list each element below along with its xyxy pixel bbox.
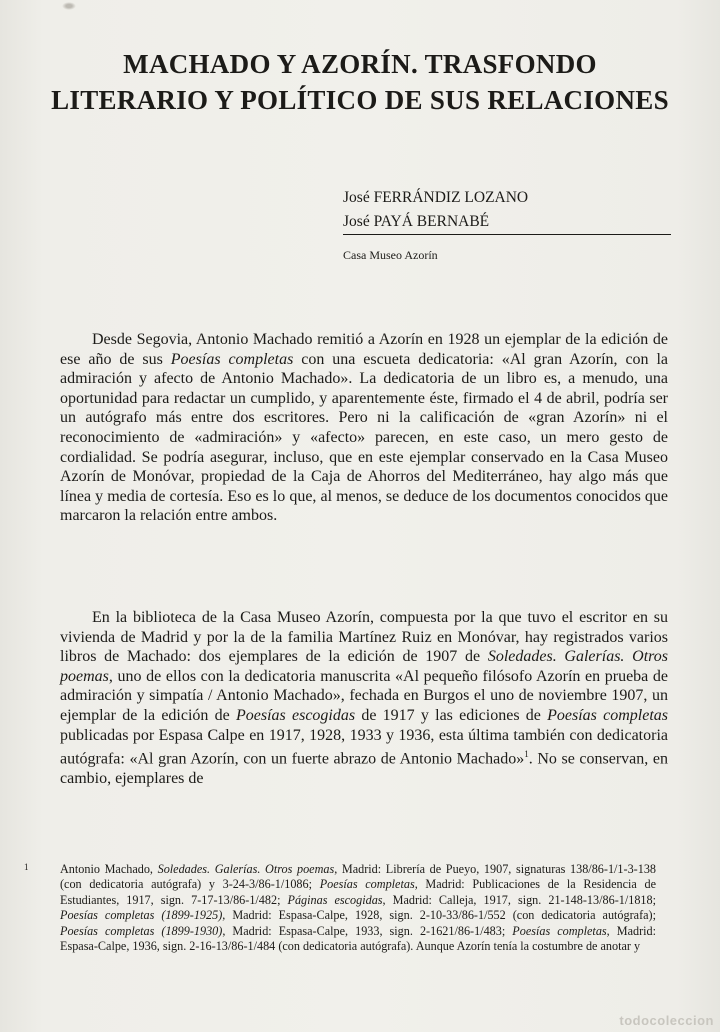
- title-line-2: LITERARIO Y POLÍTICO DE SUS RELACIONES: [51, 85, 669, 115]
- book-title: Poesías completas: [547, 706, 669, 724]
- article-title: [50, 46, 670, 118]
- footnote-1: [60, 862, 656, 954]
- watermark: todocoleccion: [619, 1013, 714, 1028]
- book-title: Soledades. Galerías. Otros poemas: [157, 862, 335, 876]
- text-run: , Madrid: Librería de Pueyo, 1907, signaturas 138/86-1/1-3-138 (con dedicatoria autógrafa) y 3-24-3/86-1/1086;: [60, 862, 657, 892]
- book-title: Páginas escogidas: [287, 892, 383, 907]
- affiliation: Casa Museo Azorín: [343, 248, 438, 262]
- text-run: , Madrid: Espasa-Calpe, 1928, sign. 2-10-33/86-1/552 (con dedicatoria autógrafa);: [222, 908, 656, 923]
- text-run: Antonio Machado,: [60, 862, 158, 876]
- title-line-1: MACHADO Y AZORÍN. TRASFONDO: [123, 49, 597, 79]
- book-title: Poesías completas: [170, 350, 294, 368]
- author-block: [343, 186, 671, 267]
- author-1: José FERRÁNDIZ LOZANO: [343, 189, 529, 206]
- book-title: Poesías completas: [512, 923, 607, 938]
- paper-speck: [62, 2, 76, 10]
- paragraph-2: [60, 608, 668, 789]
- paragraph-1: [60, 330, 668, 526]
- book-title: Poesías completas: [319, 877, 415, 892]
- book-title: Poesías completas (1899-1930): [60, 923, 223, 938]
- text-run: , Madrid: Espasa-Calpe, 1933, sign. 2-1621/86-1/483;: [222, 923, 513, 938]
- book-title: Poesías escogidas: [235, 706, 356, 724]
- text-run: de 1917 y las ediciones de: [355, 706, 548, 724]
- text-run: publicadas por Espasa Calpe en 1917, 1928, 1933 y 1936, esta última también con dedicatoria autógrafa: «Al gran Azorín, con un fuerte abrazo de Antonio Machado»: [60, 726, 668, 768]
- text-run: Desde Segovia, Antonio Machado remitió a Azorín en 1928 un ejemplar de la edición de ese año de sus: [60, 331, 668, 368]
- book-title: Poesías completas (1899-1925): [60, 908, 223, 923]
- text-run: , uno de ellos con la dedicatoria manuscrita «Al pequeño filósofo Azorín en prueba de admiración y simpatía / Antonio Machado», fechada en Burgos el uno de noviembre 1907, un ejemplar de la edición de: [60, 667, 668, 724]
- text-run: con una escueta dedicatoria: «Al gran Azorín, con la admiración y afecto de Antonio Machado». La dedicatoria de un libro es, a menudo, una oportunidad para redactar un cumplido, y aparentemente éste, firmado el 4 de abril, podría ser un autógrafo más entre dos escritores. Pero ni la calificación de «gran Azorín» ni el reconocimiento de «admiración» y «afecto» parecen, en este caso, un mero gesto de cordialidad. Se podría asegurar, incluso, que en este ejemplar conservado en la Casa Museo Azorín de Monóvar, propiedad de la Caja de Ahorros del Mediterráneo, hay algo más que línea y media de cortesía. Eso es lo que, al menos, se deduce de los documentos conocidos que marcaron la relación entre ambos.: [60, 350, 669, 525]
- text-run: En la biblioteca de la Casa Museo Azorín, compuesta por la que tuvo el escritor en su vivienda de Madrid y por la de la familia Martínez Ruiz en Monóvar, hay registrados varios libros de Machado: dos ejemplares de la edición de 1907 de: [60, 609, 668, 666]
- author-2: José PAYÁ BERNABÉ: [343, 210, 671, 235]
- text-run: , Madrid: Calleja, 1917, sign. 21-148-13/86-1/1818;: [382, 892, 656, 907]
- footnote-ref: 1: [524, 749, 529, 760]
- book-title: Soledades. Galerías. Otros poemas: [60, 648, 669, 685]
- footnote-number: 1: [24, 862, 29, 872]
- text-run: , Madrid: Publicaciones de la Residencia de Estudiantes, 1917, sign. 7-17-13/86-1/482;: [60, 877, 657, 907]
- text-run: , Madrid: Espasa-Calpe, 1936, sign. 2-16-13/86-1/484 (con dedicatoria autógrafa). Aunque Azorín tenía la costumbre de anotar y: [60, 923, 657, 954]
- text-run: . No se conservan, en cambio, ejemplares de: [60, 750, 669, 788]
